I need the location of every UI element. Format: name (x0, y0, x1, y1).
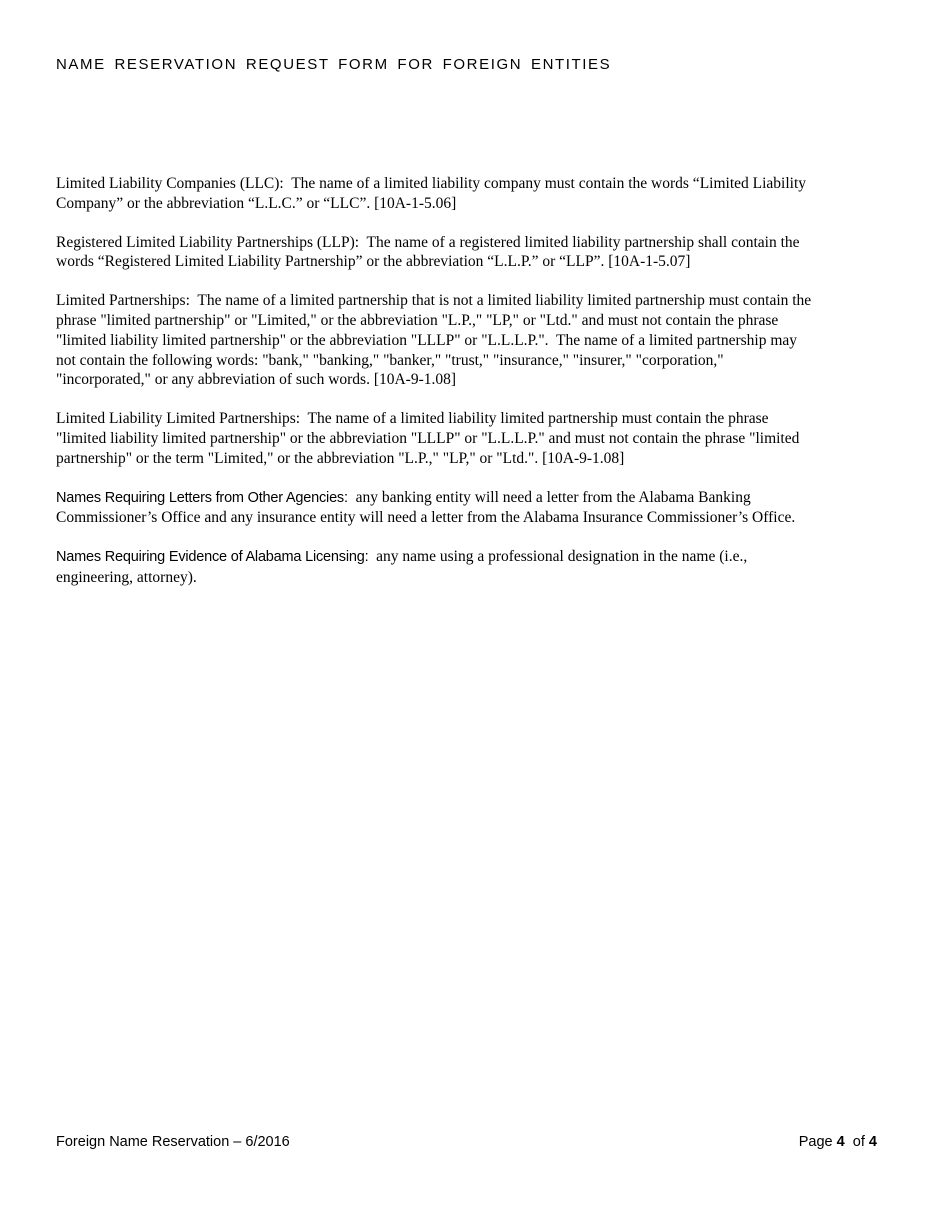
line-text: "limited liability limited partnership" or the abbreviation "LLLP" or "L.L.L.P.". The name of a limited partnership may (56, 331, 798, 349)
line-text: partnership" or the term "Limited," or the abbreviation "L.P.," "LP," or "Ltd.". [10A-9-1.08] (56, 449, 625, 467)
page-current: 4 (836, 1134, 845, 1150)
line-text: Registered Limited Liability Partnerships (LLP): The name of a registered limited liability partnership shall contain the (56, 233, 800, 251)
paragraph (56, 488, 906, 528)
paragraph (56, 174, 906, 213)
text-line (56, 311, 906, 331)
text-line (56, 291, 906, 311)
text-line (56, 370, 906, 390)
text-line (56, 233, 906, 253)
of-label: of (844, 1134, 869, 1150)
page-total: 4 (868, 1134, 877, 1150)
text-line (56, 194, 906, 214)
text-line (56, 449, 906, 469)
line-text: Company” or the abbreviation “L.L.C.” or “LLC”. [10A-1-5.06] (56, 194, 457, 212)
line-text: Limited Liability Companies (LLC): The name of a limited liability company must contain the words “Limited Liability (56, 175, 807, 192)
line-text: any name using a professional designation in the name (i.e., (368, 548, 748, 566)
line-text: Commissioner’s Office and any insurance entity will need a letter from the Alabama Insurance Commissioner’s Office. (56, 509, 796, 527)
line-text: Limited Partnerships: The name of a limited partnership that is not a limited liability limited partnership must contain the (56, 292, 812, 310)
line-text: "incorporated," or any abbreviation of such words. [10A-9-1.08] (56, 371, 457, 389)
footer-page-number (799, 1134, 877, 1150)
page-label: Page (798, 1134, 837, 1150)
text-line (56, 252, 906, 272)
paragraph (56, 291, 906, 390)
paragraph (56, 409, 906, 468)
text-line (56, 409, 906, 429)
page-title: NAME RESERVATION REQUEST FORM FOR FOREIGN ENTITIES (56, 56, 612, 73)
footer-form-name: Foreign Name Reservation – 6/2016 (56, 1134, 290, 1150)
line-text: words “Registered Limited Liability Partnership” or the abbreviation “L.L.P.” or “LLP”. [10A-1-5.07] (56, 253, 691, 271)
text-line (56, 568, 906, 588)
paragraph-heading: Names Requiring Evidence of Alabama Licensing: (56, 549, 369, 566)
line-text: any banking entity will need a letter from the Alabama Banking (347, 488, 751, 506)
line-text: "limited liability limited partnership" or the abbreviation "LLLP" or "L.L.L.P." and must not contain the phrase "limited (56, 429, 800, 447)
line-text: Limited Liability Limited Partnerships: The name of a limited liability limited partnership must contain the phrase (56, 410, 769, 428)
text-line (56, 508, 906, 528)
line-text: engineering, attorney). (56, 569, 197, 587)
text-line (56, 547, 906, 568)
paragraph-heading: Names Requiring Letters from Other Agencies: (56, 489, 348, 506)
line-text: phrase "limited partnership" or "Limited," or the abbreviation "L.P.," "LP," or "Ltd." and must not contain the phrase (56, 312, 779, 330)
text-line (56, 174, 906, 194)
text-line (56, 429, 906, 449)
text-line (56, 331, 906, 351)
paragraph (56, 547, 906, 587)
paragraph (56, 233, 906, 272)
text-line (56, 351, 906, 371)
document-body (56, 174, 906, 607)
line-text: not contain the following words: "bank," "banking," "banker," "trust," "insurance," "insurer," "corporation," (56, 351, 724, 369)
text-line (56, 488, 906, 509)
